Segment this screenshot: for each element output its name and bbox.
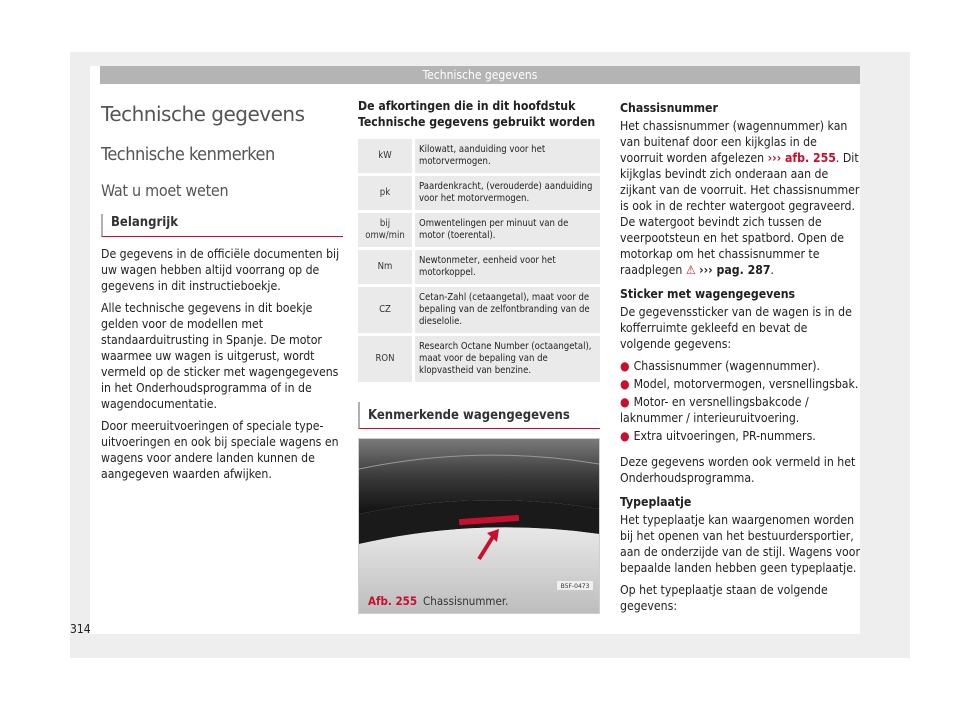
bullet-icon: ● [620, 395, 630, 409]
paragraph-chassis: Het chassisnummer (wagennummer) kan van buitenaf door een kijkglas in de voorruit worden afgelezen ››› afb. 255. Dit kijkglas bevindt zich onderaan aan de zijkant van de voorruit. Het chassisnummer is ook in de rechter watergoot gegraveerd. De watergoot bevindt zich tussen de veerpootsteun en het spatbord. Open de motorkap om het chassisnummer te raadplegen ⚠ ››› pag. 287. [620, 119, 860, 277]
paragraph: De gegevens in de officiële documenten bij uw wagen hebben altijd voorrang op de gegevens in dit instructieboekje. [101, 247, 340, 293]
abbr-key: pk [358, 176, 415, 210]
table-row [358, 139, 600, 173]
paragraph: Alle technische gegevens in dit boekje gelden voor de modellen met standaarduitrusting in Spanje. De motor waarmee uw wagen is uitgerust, wordt vermeld op de sticker met wagengegevens in het Onderhoudsprogramma of in de wagendocumentatie. [101, 301, 339, 411]
warning-icon: ⚠ [685, 263, 696, 277]
windshield-illustration [359, 439, 599, 613]
figure-label: Afb. 255 [368, 594, 418, 608]
abbr-key: Nm [358, 250, 415, 284]
list-item-text: Chassisnummer (wagennummer). [633, 359, 820, 373]
abbreviations-table [358, 136, 600, 385]
list-item-text: Motor- en versnellingsbakcode / laknummer / interieuruitvoering. [620, 395, 809, 425]
abbreviations-title: De afkortingen die in dit hoofdstuk Technische gegevens gebruikt worden [358, 99, 596, 129]
abbr-value: Newtonmeter, eenheid voor het motorkoppel. [415, 250, 600, 284]
paragraph: Het typeplaatje kan waargenomen worden bij het openen van het bestuurdersportier, aan de onderzijde van de stijl. Wagens voor bepaalde landen hebben geen typeplaatje. [620, 513, 860, 575]
figure-chassis-number [358, 438, 600, 614]
abbr-key: bij omw/min [358, 213, 415, 247]
subheading-sticker: Sticker met wagengegevens [620, 287, 796, 301]
text: . Dit kijkglas bevindt zich onderaan aan de zijkant van de voorruit. Het chassisnummer is ook in de rechter watergoot gegraveerd. De watergoot bevindt zich tussen de veerpootsteun en het spatbord. Open de motorkap om het chassisnummer te raadplegen [620, 151, 860, 277]
page-reference-link[interactable]: ››› pag. 287 [699, 263, 771, 277]
subheading-type: Typeplaatje [620, 495, 692, 509]
abbr-key: RON [358, 336, 415, 382]
figure-caption-text: Chassisnummer. [423, 594, 509, 608]
abbr-value: Research Octane Number (octaangetal), maat voor de bepaling van de klopvastheid van benzine. [415, 336, 600, 382]
figure-code: B5F-0473 [560, 583, 590, 590]
abbr-value: Cetan-Zahl (cetaangetal), maat voor de bepaling van de zelfontbranding van de dieselolie. [415, 287, 600, 333]
table-row [358, 213, 600, 247]
page-number: 314 [70, 622, 91, 636]
abbr-value: Paardenkracht, (verouderde) aanduiding voor het motorvermogen. [415, 176, 600, 210]
table-row [358, 250, 600, 284]
section-title: Technische kenmerken [101, 144, 275, 165]
list-item [620, 428, 860, 444]
figure-reference-link[interactable]: ››› afb. 255 [767, 151, 836, 165]
section-heading [358, 402, 600, 429]
running-header: Technische gegevens [100, 66, 860, 84]
important-heading [101, 214, 343, 237]
abbr-key: kW [358, 139, 415, 173]
bullet-icon: ● [620, 377, 630, 391]
table-row [358, 287, 600, 333]
abbr-value: Omwentelingen per minuut van de motor (toerental). [415, 213, 600, 247]
list-item-text: Extra uitvoeringen, PR-nummers. [633, 429, 816, 443]
paragraph: Op het typeplaatje staan de volgende gegevens: [620, 583, 828, 613]
subheading-chassis: Chassisnummer [620, 101, 718, 115]
subsection-title: Wat u moet weten [101, 181, 229, 200]
column-1-text [101, 246, 343, 488]
abbr-key: CZ [358, 287, 415, 333]
list-item [620, 358, 860, 374]
list-item [620, 394, 860, 426]
chapter-title: Technische gegevens [101, 102, 305, 126]
paragraph-sticker: De gegevenssticker van de wagen is in de kofferruimte gekleefd en bevat de volgende gegevens: [620, 305, 852, 351]
abbr-value: Kilowatt, aanduiding voor het motorvermogen. [415, 139, 600, 173]
bullet-icon: ● [620, 359, 630, 373]
list-item-text: Model, motorvermogen, versnellingsbak. [633, 377, 859, 391]
section-heading-label: Kenmerkende wagengegevens [368, 408, 570, 423]
table-row [358, 176, 600, 210]
figure-caption [368, 594, 508, 608]
paragraph: Deze gegevens worden ook vermeld in het Onderhoudsprogramma. [620, 455, 856, 485]
important-label: Belangrijk [111, 215, 178, 230]
list-item [620, 376, 860, 392]
column-3-text [620, 100, 860, 620]
bullet-icon: ● [620, 429, 630, 443]
text: Het chassisnummer (wagennummer) kan van buitenaf door een kijkglas in de voorruit worden afgelezen [620, 119, 848, 165]
paragraph: Door meeruitvoeringen of speciale type-uitvoeringen en ook bij speciale wagens en wagens voor andere landen kunnen de aangegeven waarden afwijken. [101, 419, 339, 481]
table-row [358, 336, 600, 382]
